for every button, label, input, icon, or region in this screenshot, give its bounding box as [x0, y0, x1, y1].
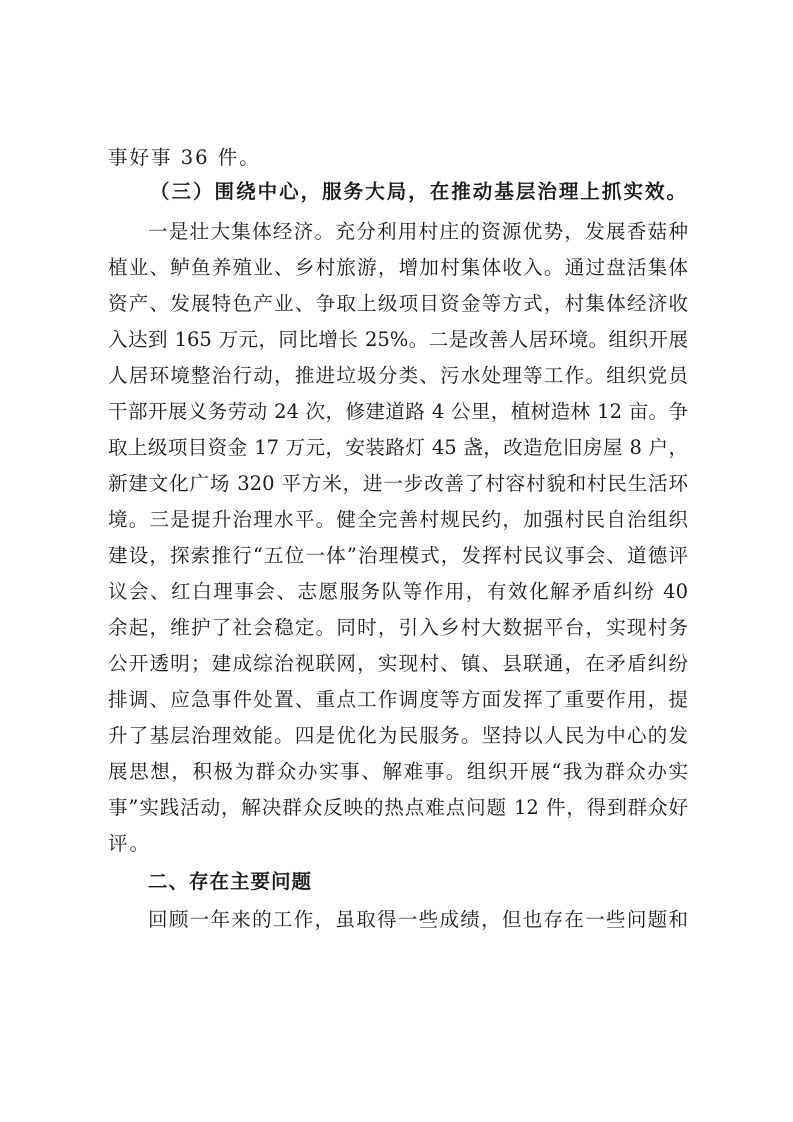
paragraph-line: 植业、鲈鱼养殖业、乡村旅游，增加村集体收入。通过盘活集体 [108, 256, 688, 279]
paragraph-line: 议会、红白理事会、志愿服务队等作用，有效化解矛盾纠纷 40 [108, 580, 688, 603]
paragraph-line: 取上级项目资金 17 万元，安装路灯 45 盏，改造危旧房屋 8 户， [108, 436, 688, 459]
paragraph-line: 一是壮大集体经济。充分利用村庄的资源优势，发展香菇种 [148, 220, 688, 243]
paragraph-line: 展思想，积极为群众办实事、解难事。组织开展“我为群众办实 [108, 760, 688, 783]
paragraph-line: 升了基层治理效能。四是优化为民服务。坚持以人民为中心的发 [108, 724, 688, 747]
section-heading: 二、存在主要问题 [148, 870, 313, 893]
paragraph-line: 公开透明；建成综治视联网，实现村、镇、县联通，在矛盾纠纷 [108, 652, 688, 675]
paragraph-line: 入达到 165 万元，同比增长 25%。二是改善人居环境。组织开展 [108, 328, 688, 351]
paragraph-line: 评。 [108, 832, 152, 855]
paragraph-line: 境。三是提升治理水平。健全完善村规民约，加强村民自治组织 [108, 508, 688, 531]
paragraph-line: 新建文化广场 320 平方米，进一步改善了村容村貌和村民生活环 [108, 472, 688, 495]
paragraph-line: 建设，探索推行“五位一体”治理模式，发挥村民议事会、道德评 [108, 544, 688, 567]
paragraph-line: 干部开展义务劳动 24 次，修建道路 4 公里，植树造林 12 亩。争 [108, 400, 688, 423]
subheading: （三）围绕中心，服务大局，在推动基层治理上抓实效。 [150, 180, 686, 203]
continuation-line: 事好事 36 件。 [108, 146, 261, 169]
paragraph-line: 资产、发展特色产业、争取上级项目资金等方式，村集体经济收 [108, 292, 688, 315]
paragraph-line: 排调、应急事件处置、重点工作调度等方面发挥了重要作用，提 [108, 688, 688, 711]
paragraph-line: 余起，维护了社会稳定。同时，引入乡村大数据平台，实现村务 [108, 616, 688, 639]
paragraph-line: 人居环境整治行动，推进垃圾分类、污水处理等工作。组织党员 [108, 364, 688, 387]
paragraph-line: 回顾一年来的工作，虽取得一些成绩，但也存在一些问题和 [148, 908, 688, 931]
paragraph-line: 事”实践活动，解决群众反映的热点难点问题 12 件，得到群众好 [108, 796, 688, 819]
